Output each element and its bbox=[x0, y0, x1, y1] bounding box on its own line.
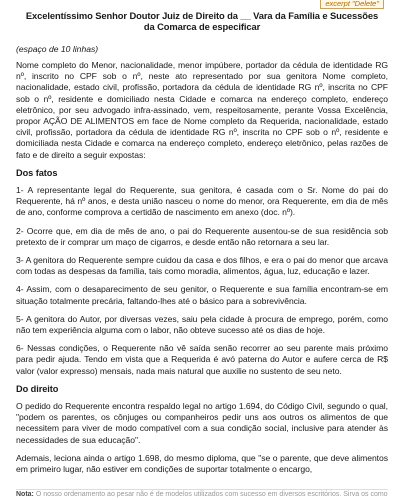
header-line-1: Excelentíssimo Senhor Doutor Juiz de Direito da __ Vara da Família e Sucessões bbox=[25, 10, 379, 21]
fact-paragraph: 4- Assim, com o desaparecimento de seu genitor, o Requerente e sua família encontram-se em situação totalmente precária, faltando-lhes até o básico para a sobrevivência. bbox=[16, 284, 388, 306]
document-body bbox=[16, 60, 388, 482]
footer-note bbox=[16, 489, 388, 498]
document-page bbox=[16, 0, 388, 500]
facts-heading: Dos fatos bbox=[16, 167, 58, 178]
law-heading: Do direito bbox=[16, 383, 59, 394]
law-paragraph: Ademais, leciona ainda o artigo 1.698, do mesmo diploma, que "se o parente, que deve alimentos em primeiro lugar, não estiver em condições de suportar totalmente o encargo, bbox=[16, 452, 388, 475]
footer-note-text: O nosso ordenamento ao pesar não é de modelos utilizados com sucesso em diversos escritórios. Sirva os como bbox=[35, 491, 388, 498]
fact-paragraph: 6- Nessas condições, o Requerente não vê saída senão recorrer ao seu parente mais próximo para pedir ajuda. Tendo em vista que a Requerida é avó paterna do Autor e aufere cerca de R$ valor (valor expresso) mensais, nada mais natural que auxilie no sustento de seu neto. bbox=[16, 343, 388, 376]
fact-paragraph: 2- Ocorre que, em dia de mês de ano, o pai do Requerente ausentou-se de sua residência sob pretexto de ir comprar um maço de cigarros, e desde então não retornara a seu lar. bbox=[16, 225, 388, 247]
footer-note-label: Nota: bbox=[16, 491, 34, 498]
document-header bbox=[16, 10, 388, 32]
fact-paragraph: 5- A genitora do Autor, por diversas vezes, saiu pela cidade à procura de emprego, porém, como não tem experiência alguma com o labor, não obteve sucesso até os dias de hoje. bbox=[16, 313, 388, 336]
intro-paragraph: Nome completo do Menor, nacionalidade, menor impúbere, portador da cédula de identidade RG nº, inscrito no CPF sob o nº, neste ato representado por sua genitora Nome completo, nacionalidade, estado civil, profissão, portadora da cédula de identidade RG nº, inscrita no CPF sob o nº, residente e domiciliado nesta Cidade e comarca na endereço completo, endereço eletrônico, por seu advogado infra-assinado, vem, respeitosamente, perante Vossa Excelência, propor AÇÃO DE ALIMENTOS em face de Nome completo da Requerida, nacionalidade, estado civil, profissão, portadora da cédula de identidade RG nº, inscrita no CPF sob o nº, residente e domiciliada nesta Cidade e comarca na endereço completo, endereço eletrônico, pelas razões de fato e de direito a seguir expostas: bbox=[16, 60, 388, 160]
fact-paragraph: 3- A genitora do Requerente sempre cuidou da casa e dos filhos, e era o pai do menor que arcava com todas as despesas da família, tais como moradia, alimentos, água, luz, educação e lazer. bbox=[16, 255, 388, 277]
law-paragraph: O pedido do Requerente encontra respaldo legal no artigo 1.694, do Código Civil, segundo o qual, "podem os parentes, os cônjuges ou companheiros pedir uns aos outros os alimentos de que necessitem para viver de modo compatível com a sua condição social, inclusive para atender às necessidades de sua educação". bbox=[16, 401, 388, 445]
delete-comment-tag[interactable]: excerpt "Delete" bbox=[320, 0, 384, 9]
spacing-note: (espaço de 10 linhas) bbox=[16, 44, 99, 54]
fact-paragraph: 1- A representante legal do Requerente, sua genitora, é casada com o Sr. Nome do pai do Requerente, há nº anos, e desta união nasceu o nome do menor, ora Requerente, em dia de mês de ano, conforme comprova a certidão de nascimento em anexo (doc. nº). bbox=[16, 185, 388, 218]
header-line-2: da Comarca de especificar bbox=[143, 21, 261, 33]
